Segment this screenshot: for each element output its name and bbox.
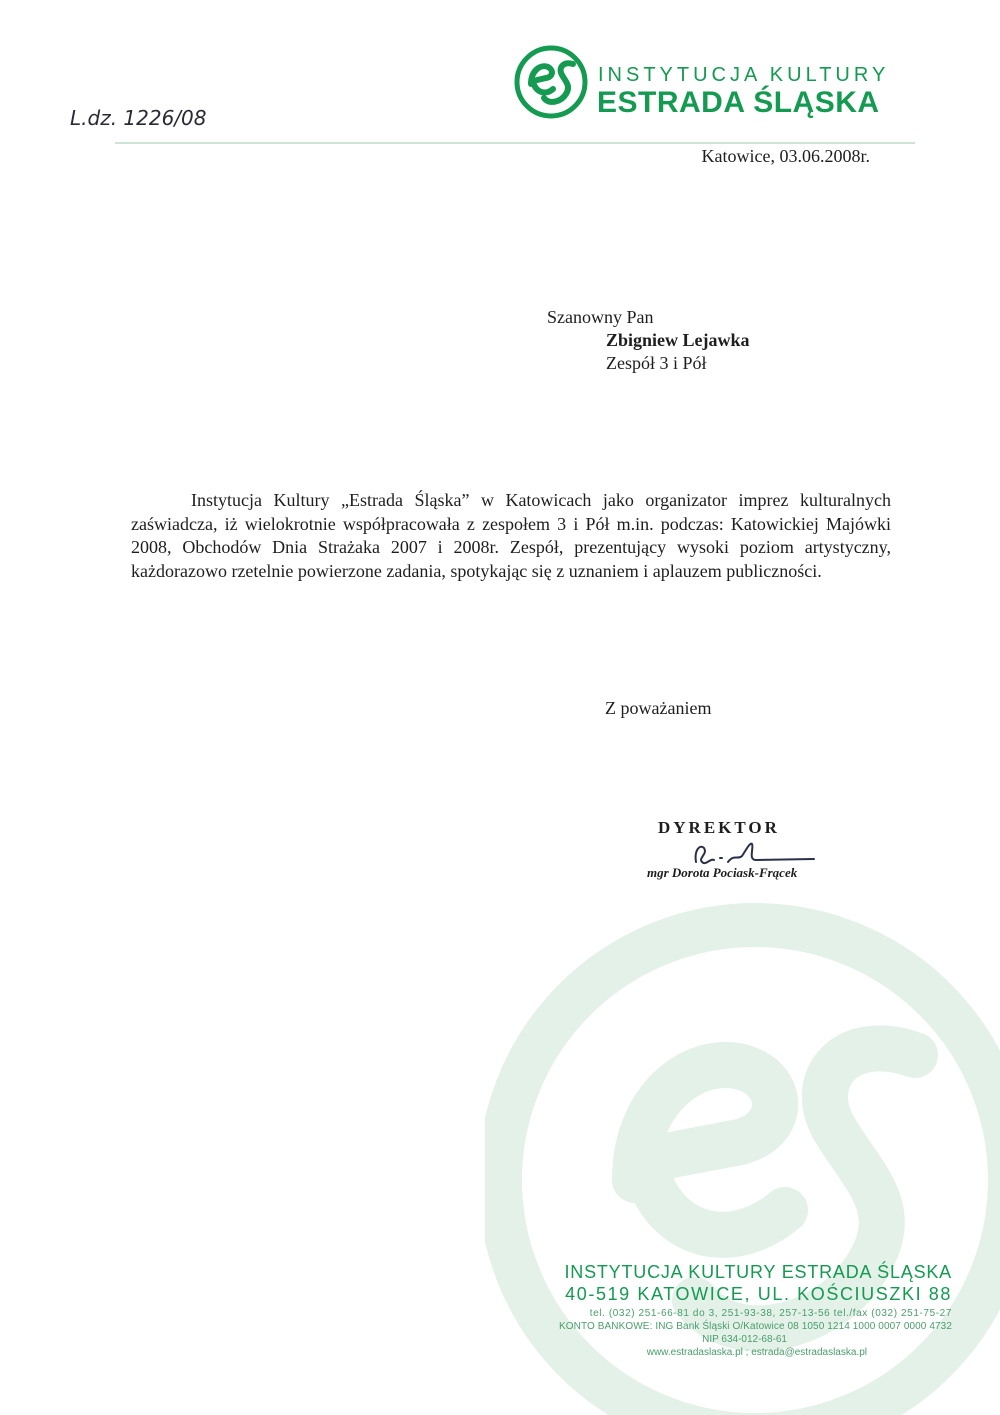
signature-title: DYREKTOR — [658, 818, 780, 837]
footer-nip: NIP 634-012-68-61 — [702, 1334, 787, 1345]
recipient-salutation: Szanowny Pan — [547, 307, 654, 327]
recipient-name: Zbigniew Lejawka — [606, 330, 750, 350]
recipient-organization: Zespół 3 i Pół — [606, 353, 707, 373]
signatory-name: mgr Dorota Pociask-Frącek — [647, 865, 798, 880]
footer-phone: tel. (032) 251-66-81 do 3, 251-93-38, 257-13-56 tel./fax (032) 251-75-27 — [589, 1308, 952, 1319]
reference-number: L.dz. 1226/08 — [70, 106, 207, 130]
estrada-logo-icon — [513, 44, 589, 120]
footer-address: 40-519 KATOWICE, UL. KOŚCIUSZKI 88 — [565, 1284, 952, 1304]
logo-line-1: INSTYTUCJA KULTURY — [598, 64, 890, 86]
footer-web-email: www.estradaslaska.pl ; estrada@estradaslaska.pl — [646, 1347, 867, 1358]
header-divider — [115, 142, 915, 144]
logo-line-2: ESTRADA ŚLĄSKA — [597, 86, 880, 119]
footer-bank-account: KONTO BANKOWE: ING Bank Śląski O/Katowice 08 1050 1214 1000 0007 0000 4732 — [559, 1321, 952, 1332]
date-line: Katowice, 03.06.2008r. — [701, 146, 870, 166]
letter-body: Instytucja Kultury „Estrada Śląska” w Katowicach jako organizator imprez kulturalnych zaświadcza, iż wielokrotnie współpracowała z zespołem 3 i Pół m.in. podczas: Katowickiej Majówki 2008, Obchodów Dnia Strażaka 2007 i 2008r. Zespół, prezentujący wysoki poziom artystyczny, każdorazowo rzetelnie powierzone zadania, spotykając się z uznaniem i aplauzem publiczności. — [131, 490, 891, 581]
closing-phrase: Z poważaniem — [605, 698, 712, 718]
footer-institution: INSTYTUCJA KULTURY ESTRADA ŚLĄSKA — [564, 1262, 952, 1282]
